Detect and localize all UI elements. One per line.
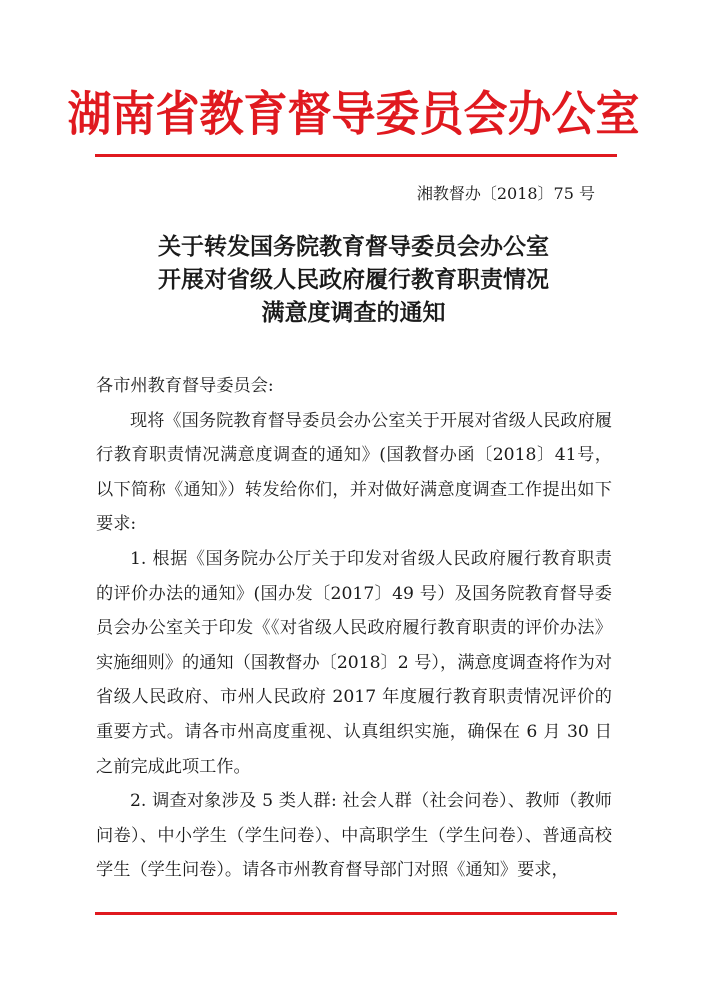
title-line-1: 关于转发国务院教育督导委员会办公室	[158, 233, 549, 260]
title-line-3: 满意度调查的通知	[261, 299, 446, 326]
paragraph-item-1: 1. 根据《国务院办公厅关于印发对省级人民政府履行教育职责的评价办法的通知》(国办发〔2017〕49 号）及国务院教育督导委员会办公室关于印发《《对省级人民政府履行教育职责的评价办法》实施细则》的通知（国教督办〔2018〕2 号），满意度调查将作为对省级人民政府、市州人民政府 2017 年度履行教育职责情况评价的重要方式。请各市州高度重视、认真组织实施，确保在 6 月 30 日之前完成此项工作。	[96, 548, 612, 777]
salutation: 各市州教育督导委员会:	[96, 376, 274, 396]
document-title	[0, 230, 707, 329]
letterhead-red-rule	[95, 154, 617, 157]
letterhead-org-name: 湖南省教育督导委员会办公室	[67, 87, 640, 143]
footer-red-rule	[95, 912, 617, 915]
title-line-2: 开展对省级人民政府履行教育职责情况	[158, 266, 549, 293]
document-number: 湘教督办〔2018〕75 号	[416, 184, 595, 203]
paragraph-intro: 现将《国务院教育督导委员会办公室关于开展对省级人民政府履行教育职责情况满意度调查的通知》(国教督办函〔2018〕41号，以下简称《通知》）转发给你们，并对做好满意度调查工作提出如下要求:	[96, 410, 612, 535]
document-body	[96, 369, 612, 888]
paragraph-item-2: 2. 调查对象涉及 5 类人群: 社会人群（社会问卷）、教师（教师问卷）、中小学生（学生问卷）、中高职学生（学生问卷）、普通高校学生（学生问卷）。请各市州教育督导部门对照《通知》要求，	[96, 791, 612, 881]
